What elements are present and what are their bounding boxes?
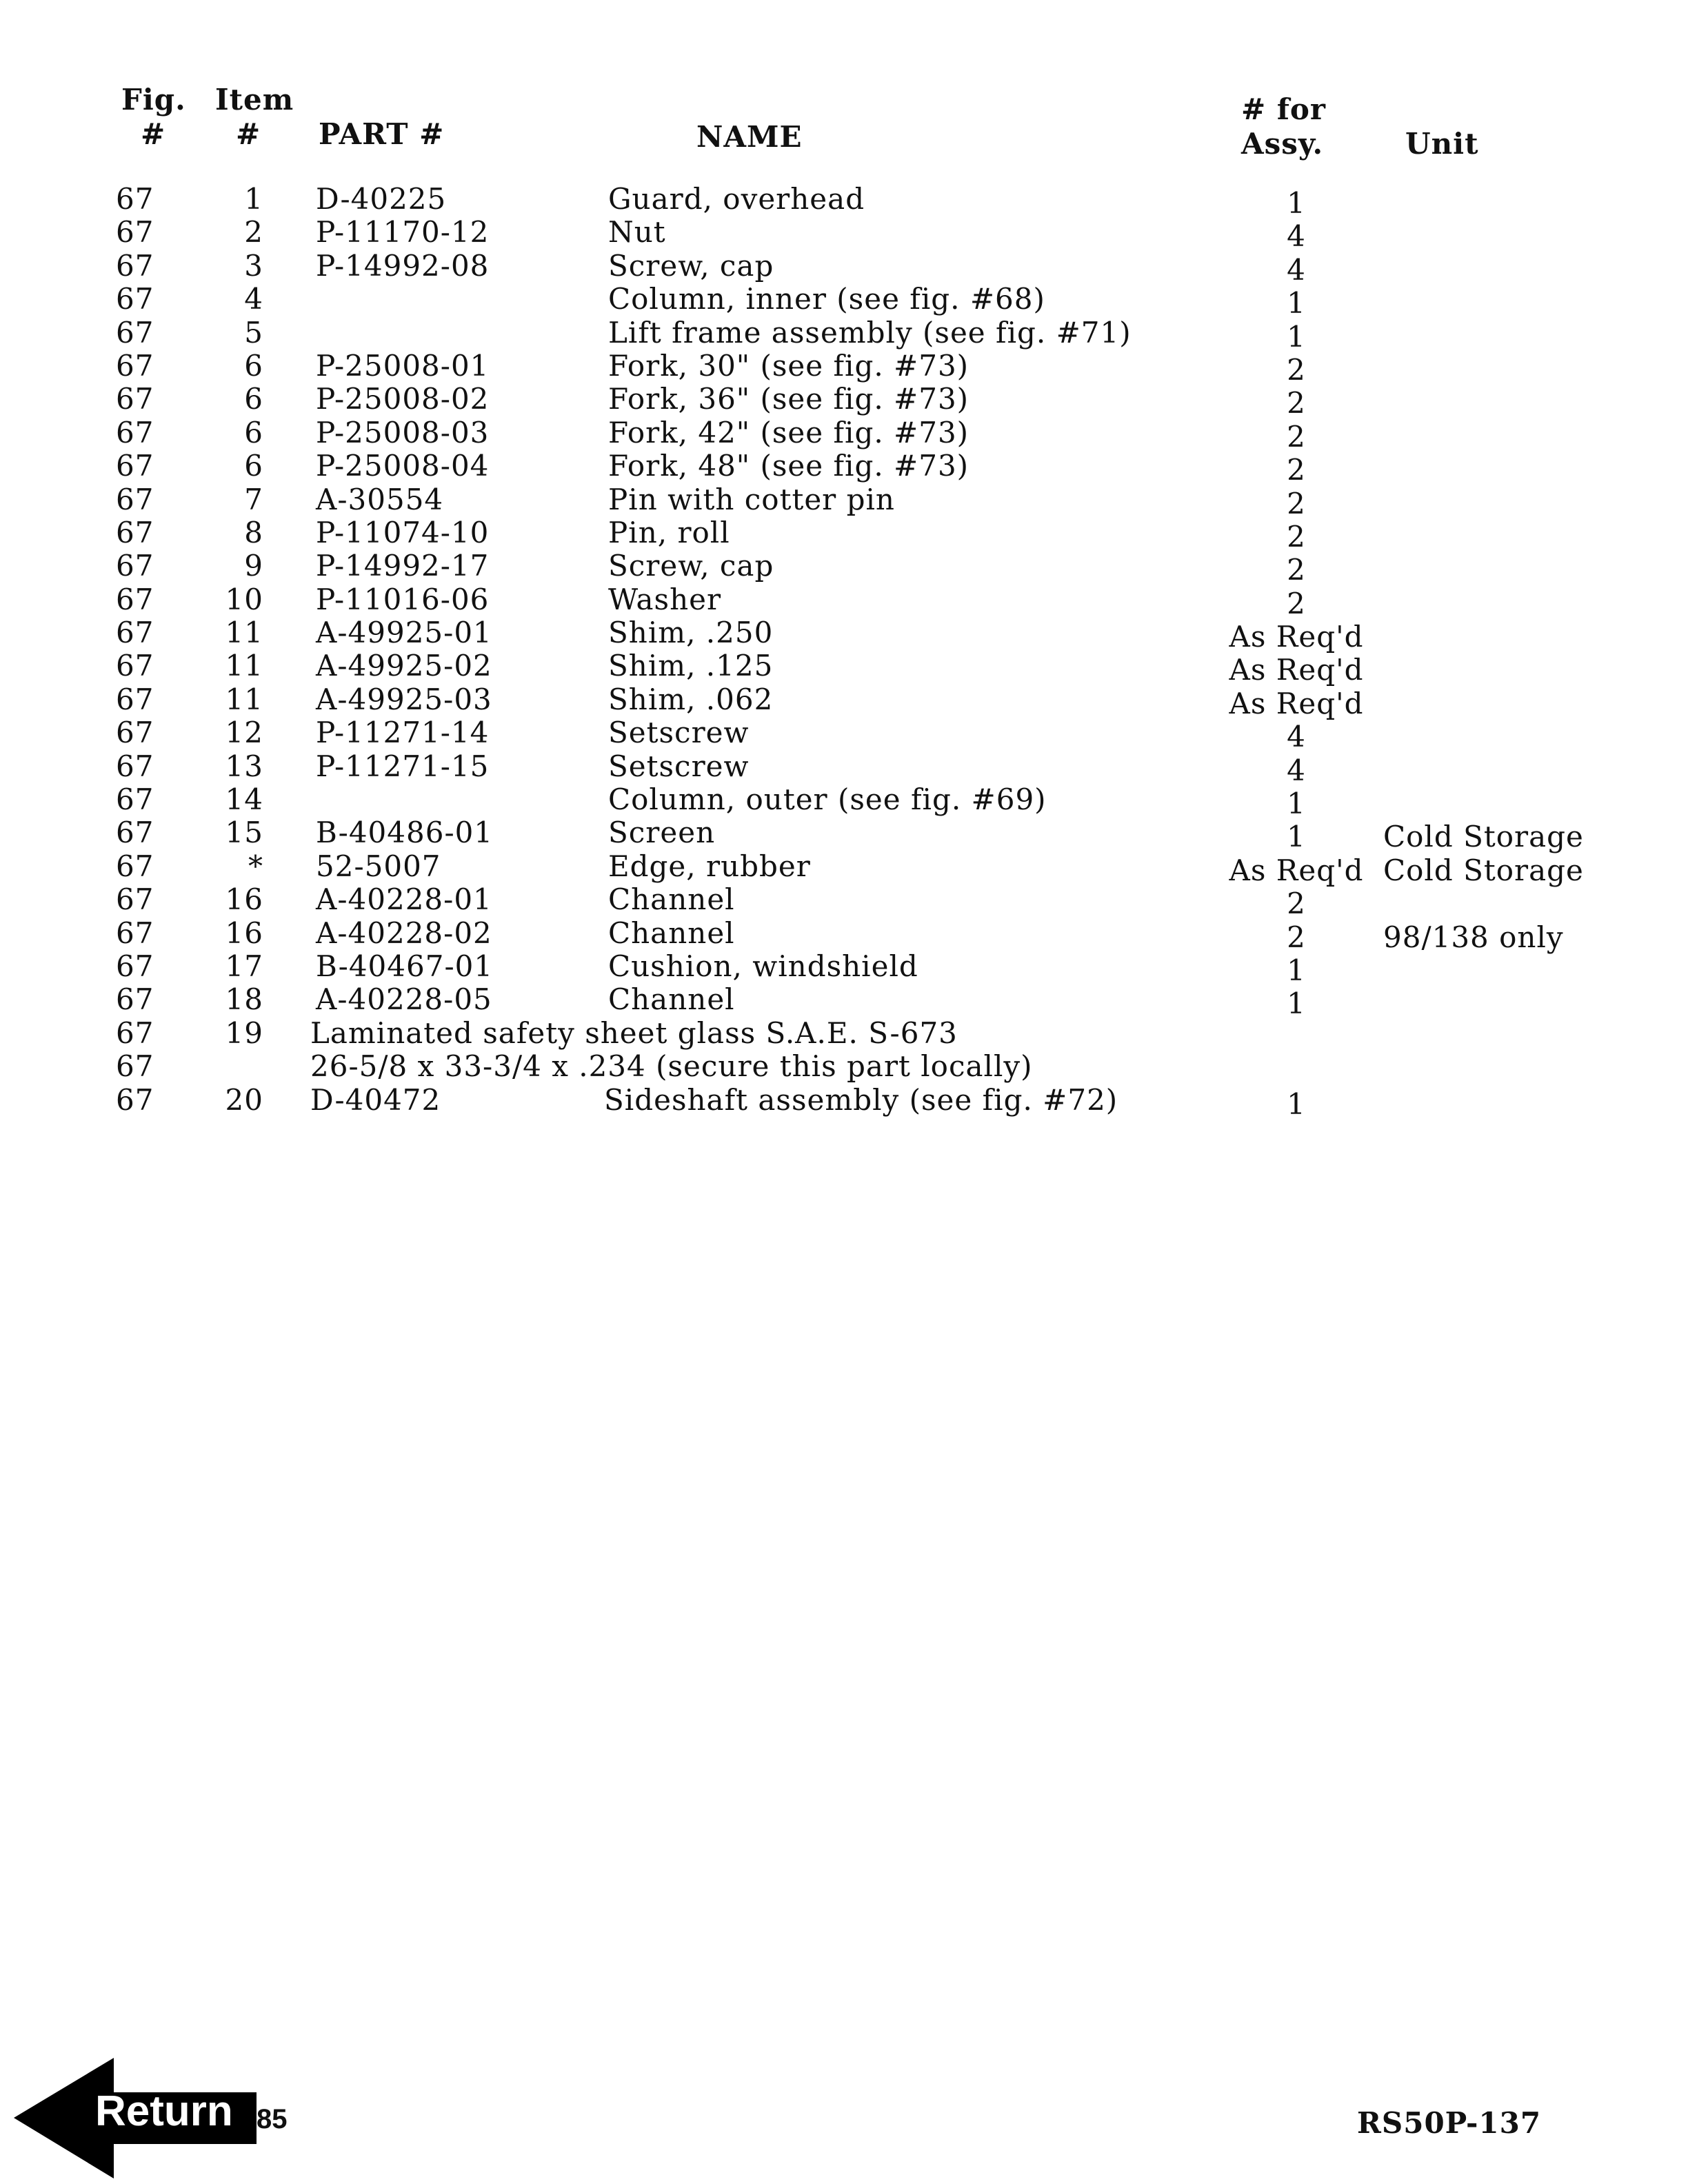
- item-number: 20: [225, 1082, 263, 1117]
- header-qty-line1: # for: [1241, 92, 1327, 126]
- fig-number: 67: [116, 549, 154, 583]
- table-row: [0, 649, 1688, 687]
- unit-note: Cold Storage: [1383, 820, 1584, 854]
- header-qty: [1241, 92, 1326, 161]
- table-row: [0, 616, 1688, 654]
- fig-number: 67: [116, 1049, 154, 1084]
- item-number: 6: [244, 415, 263, 449]
- item-number: 11: [225, 616, 263, 650]
- table-row: [0, 182, 1688, 220]
- header-qty-line2: Assy.: [1241, 127, 1324, 161]
- table-row: [0, 248, 1688, 287]
- item-number: 11: [225, 649, 263, 683]
- fig-number: 67: [116, 215, 154, 250]
- item-number: 13: [225, 749, 263, 783]
- item-number: 6: [244, 348, 263, 383]
- item-number: 15: [225, 816, 263, 850]
- part-number: D-40225: [316, 182, 447, 216]
- quantity-per-assembly: 1: [1287, 787, 1306, 821]
- table-row: [0, 949, 1688, 987]
- part-name: Shim, .062: [608, 682, 774, 716]
- document-id: RS50P-137: [1357, 2106, 1542, 2140]
- table-row: [0, 348, 1688, 387]
- table-row: [0, 315, 1688, 354]
- return-label: Return: [95, 2087, 233, 2135]
- part-number: A-40228-02: [316, 916, 492, 950]
- part-name: Sideshaft assembly (see fig. #72): [604, 1082, 1118, 1117]
- quantity-per-assembly: 1: [1287, 319, 1306, 354]
- fig-number: 67: [116, 515, 154, 549]
- part-number: P-11074-10: [316, 515, 490, 549]
- table-row: [0, 716, 1688, 754]
- fig-number: 67: [116, 682, 154, 716]
- fig-number: 67: [116, 1082, 154, 1117]
- part-number: 52-5007: [316, 849, 441, 883]
- header-fig-line1: Fig.: [121, 83, 186, 117]
- item-number: 19: [225, 1015, 263, 1050]
- fig-number: 67: [116, 348, 154, 383]
- table-row: [0, 1050, 1688, 1083]
- part-number: D-40472: [310, 1082, 441, 1117]
- fig-number: 67: [116, 449, 154, 483]
- quantity-per-assembly: 2: [1287, 920, 1306, 954]
- table-row: [0, 982, 1688, 1021]
- part-name: Fork, 48" (see fig. #73): [608, 449, 969, 483]
- fig-number: 67: [116, 949, 154, 983]
- part-number: P-11271-15: [316, 749, 490, 783]
- item-number: 9: [244, 549, 263, 583]
- part-name: Lift frame assembly (see fig. #71): [608, 315, 1132, 350]
- table-row: [0, 549, 1688, 587]
- table-row: [0, 482, 1688, 520]
- fig-number: 67: [116, 182, 154, 216]
- quantity-per-assembly: As Req'd: [1229, 653, 1364, 687]
- part-name: Channel: [608, 982, 735, 1017]
- fig-number: 67: [116, 382, 154, 416]
- quantity-per-assembly: 2: [1287, 453, 1306, 487]
- header-item-line1: Item: [215, 83, 294, 117]
- item-number: 6: [244, 449, 263, 483]
- item-number: 14: [225, 782, 263, 817]
- quantity-per-assembly: 2: [1287, 352, 1306, 387]
- item-number: 17: [225, 949, 263, 983]
- item-number: 10: [225, 582, 263, 616]
- quantity-per-assembly: 2: [1287, 419, 1306, 454]
- header-unit: Unit: [1405, 127, 1479, 161]
- item-number: 4: [244, 282, 263, 316]
- fig-number: 67: [116, 916, 154, 950]
- part-name: Screw, cap: [608, 549, 774, 583]
- header-fig-line2: #: [141, 117, 166, 151]
- quantity-per-assembly: As Req'd: [1229, 686, 1364, 720]
- fig-number: 67: [116, 749, 154, 783]
- table-row: [0, 1017, 1688, 1050]
- part-name: Channel: [608, 882, 735, 917]
- part-name: Setscrew: [608, 749, 750, 783]
- page-number: 85: [257, 2104, 288, 2134]
- table-row: [0, 415, 1688, 454]
- return-button[interactable]: [14, 2058, 290, 2182]
- unit-note: 98/138 only: [1383, 920, 1564, 954]
- quantity-per-assembly: 2: [1287, 519, 1306, 554]
- part-name: Cushion, windshield: [608, 949, 918, 983]
- fig-number: 67: [116, 882, 154, 917]
- fig-number: 67: [116, 415, 154, 449]
- part-name: Column, outer (see fig. #69): [608, 782, 1047, 817]
- part-number: A-30554: [316, 482, 444, 516]
- parts-table: [0, 182, 1688, 1121]
- quantity-per-assembly: 2: [1287, 887, 1306, 921]
- fig-number: 67: [116, 849, 154, 883]
- header-item: [215, 83, 294, 152]
- part-number: A-49925-02: [316, 649, 492, 683]
- quantity-per-assembly: 1: [1287, 186, 1306, 220]
- quantity-per-assembly: As Req'd: [1229, 620, 1364, 654]
- quantity-per-assembly: 4: [1287, 219, 1306, 254]
- fig-number: 67: [116, 616, 154, 650]
- item-number: 11: [225, 682, 263, 716]
- item-number: 3: [244, 248, 263, 283]
- fig-number: 67: [116, 248, 154, 283]
- header-fig: [121, 83, 186, 152]
- fig-number: 67: [116, 716, 154, 750]
- part-name: Shim, .125: [608, 649, 774, 683]
- header-name: NAME: [696, 120, 803, 154]
- part-number: A-49925-01: [316, 616, 492, 650]
- fig-number: 67: [116, 982, 154, 1017]
- quantity-per-assembly: 4: [1287, 720, 1306, 754]
- part-number: P-11170-12: [316, 215, 490, 250]
- item-number: 1: [244, 182, 263, 216]
- part-name: Nut: [608, 215, 666, 250]
- table-row: [0, 782, 1688, 821]
- item-number: 5: [244, 315, 263, 350]
- part-number: P-11271-14: [316, 716, 490, 750]
- fig-number: 67: [116, 782, 154, 817]
- fig-number: 67: [116, 582, 154, 616]
- quantity-per-assembly: 1: [1287, 820, 1306, 854]
- fig-number: 67: [116, 282, 154, 316]
- fig-number: 67: [116, 482, 154, 516]
- quantity-per-assembly: As Req'd: [1229, 853, 1364, 887]
- part-name: Edge, rubber: [608, 849, 811, 883]
- part-name: Column, inner (see fig. #68): [608, 282, 1045, 316]
- part-number: P-25008-03: [316, 415, 490, 449]
- part-number: A-40228-05: [316, 982, 492, 1017]
- item-number: 16: [225, 916, 263, 950]
- quantity-per-assembly: 1: [1287, 987, 1306, 1021]
- part-number: B-40467-01: [316, 949, 494, 983]
- header-part: PART #: [319, 117, 445, 151]
- part-number: P-14992-17: [316, 549, 490, 583]
- part-description: Laminated safety sheet glass S.A.E. S-673: [310, 1015, 958, 1050]
- table-row: [0, 682, 1688, 720]
- part-name: Guard, overhead: [608, 182, 865, 216]
- part-name: Fork, 42" (see fig. #73): [608, 415, 969, 449]
- part-number: B-40486-01: [316, 816, 494, 850]
- table-row: [0, 515, 1688, 554]
- part-number: P-25008-01: [316, 348, 490, 383]
- part-name: Shim, .250: [608, 616, 774, 650]
- fig-number: 67: [116, 816, 154, 850]
- part-name: Pin, roll: [608, 515, 730, 549]
- quantity-per-assembly: 1: [1287, 953, 1306, 987]
- part-name: Screen: [608, 816, 716, 850]
- table-row: [0, 816, 1688, 854]
- part-number: A-40228-01: [316, 882, 492, 917]
- part-name: Washer: [608, 582, 722, 616]
- table-row: [0, 382, 1688, 421]
- part-number: P-25008-04: [316, 449, 490, 483]
- quantity-per-assembly: 2: [1287, 586, 1306, 620]
- part-number: A-49925-03: [316, 682, 492, 716]
- item-number: 6: [244, 382, 263, 416]
- table-row: [0, 449, 1688, 487]
- item-number: 8: [244, 515, 263, 549]
- part-number: P-25008-02: [316, 382, 490, 416]
- table-row: [0, 849, 1688, 887]
- part-name: Fork, 36" (see fig. #73): [608, 382, 969, 416]
- table-row: [0, 215, 1688, 254]
- table-row: [0, 1082, 1688, 1121]
- part-number: P-14992-08: [316, 248, 490, 283]
- quantity-per-assembly: 1: [1287, 1086, 1306, 1121]
- table-row: [0, 916, 1688, 954]
- part-name: Screw, cap: [608, 248, 774, 283]
- part-number: P-11016-06: [316, 582, 490, 616]
- unit-note: Cold Storage: [1383, 853, 1584, 887]
- table-row: [0, 582, 1688, 620]
- part-name: Setscrew: [608, 716, 750, 750]
- quantity-per-assembly: 2: [1287, 386, 1306, 421]
- table-row: [0, 749, 1688, 787]
- quantity-per-assembly: 4: [1287, 753, 1306, 787]
- quantity-per-assembly: 2: [1287, 486, 1306, 520]
- fig-number: 67: [116, 1015, 154, 1050]
- quantity-per-assembly: 4: [1287, 252, 1306, 287]
- header-item-line2: #: [236, 117, 261, 151]
- fig-number: 67: [116, 649, 154, 683]
- table-row: [0, 882, 1688, 921]
- part-name: Fork, 30" (see fig. #73): [608, 348, 969, 383]
- table-row: [0, 282, 1688, 321]
- quantity-per-assembly: 1: [1287, 286, 1306, 321]
- part-name: Channel: [608, 916, 735, 950]
- item-number: 18: [225, 982, 263, 1017]
- item-number: 7: [244, 482, 263, 516]
- item-number: 12: [225, 716, 263, 750]
- item-number: 16: [225, 882, 263, 917]
- item-number: *: [248, 849, 263, 883]
- item-number: 2: [244, 215, 263, 250]
- part-name: Pin with cotter pin: [608, 482, 895, 516]
- part-description: 26-5/8 x 33-3/4 x .234 (secure this part locally): [310, 1049, 1033, 1084]
- quantity-per-assembly: 2: [1287, 553, 1306, 587]
- fig-number: 67: [116, 315, 154, 350]
